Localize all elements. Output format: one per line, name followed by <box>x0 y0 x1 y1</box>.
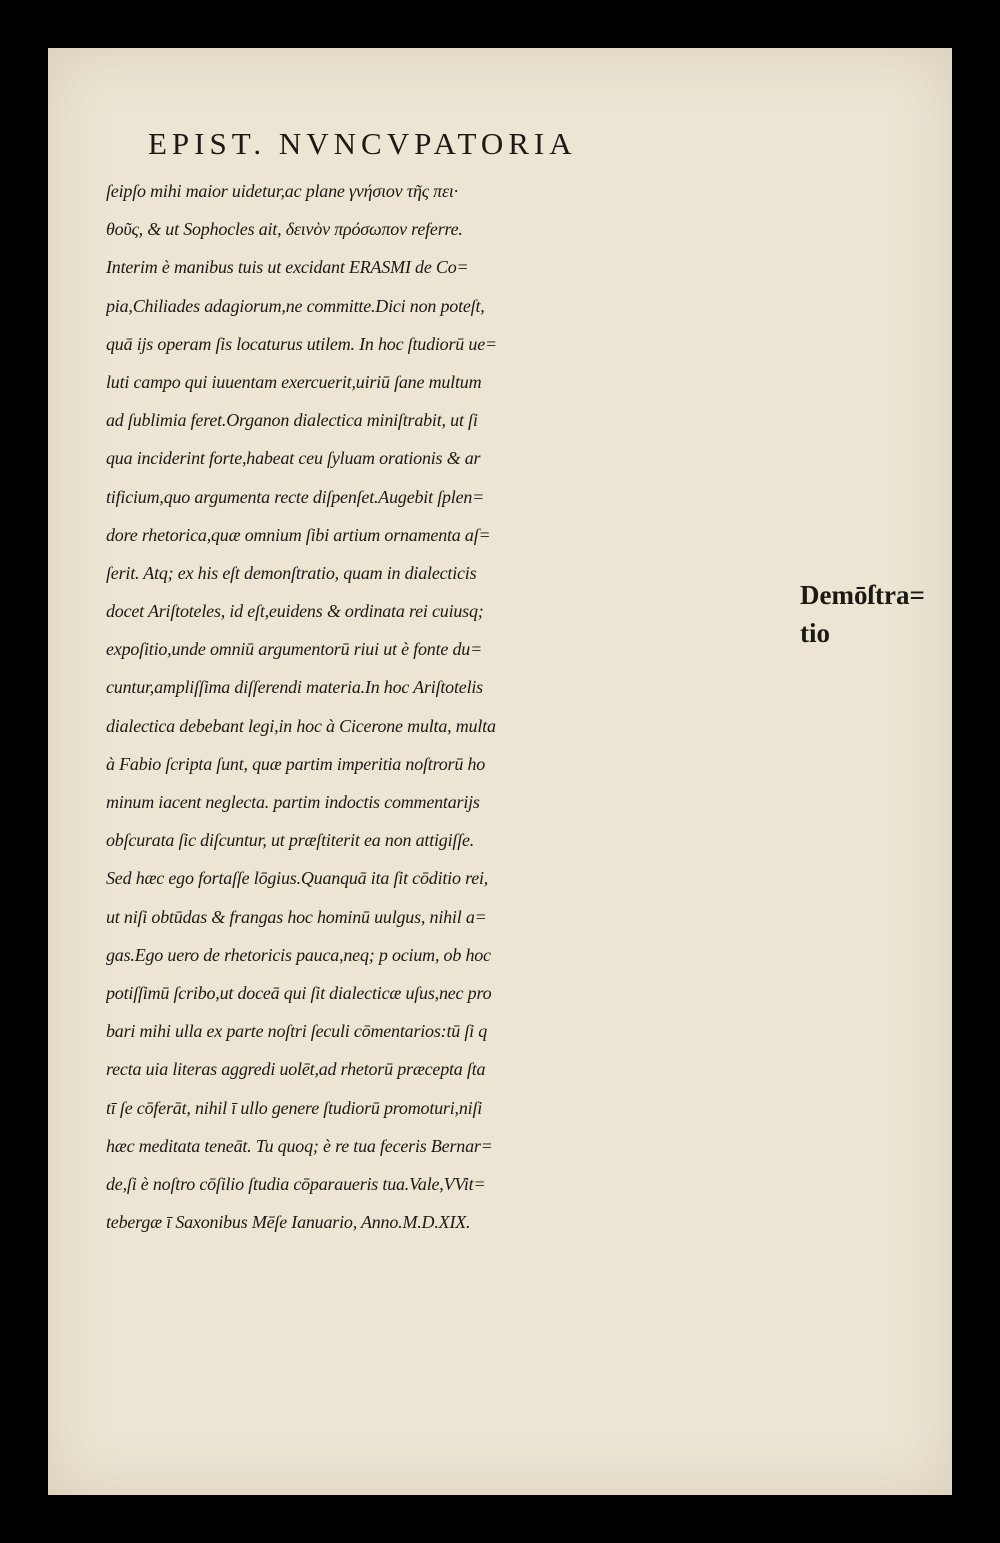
text-block <box>106 172 826 1241</box>
text-line: bari mihi ulla ex parte noſtri ſeculi cōmentarios:tū ſi q <box>106 1021 488 1042</box>
text-line: ut niſi obtūdas & frangas hoc hominū uulgus, nihil a= <box>106 906 487 927</box>
text-line: hæc meditata teneāt. Tu quoq; è re tua feceris Bernar= <box>106 1135 493 1156</box>
text-line: dore rhetorica,quæ omnium ſibi artium ornamenta aſ= <box>106 524 491 545</box>
book-page <box>48 48 952 1495</box>
margin-note-line: tio <box>800 618 830 648</box>
text-line: à Fabio ſcripta ſunt, quæ partim imperitia noſtrorū ho <box>106 753 486 774</box>
text-line: luti campo qui iuuentam exercuerit,uiriū ſane multum <box>106 371 482 392</box>
text-line: quā ijs operam ſis locaturus utilem. In hoc ſtudiorū ue= <box>106 333 497 354</box>
margin-note-line: Demōſtra= <box>800 580 925 610</box>
margin-note <box>800 576 940 652</box>
text-line: recta uia literas aggredi uolēt,ad rhetorū præcepta ſta <box>106 1059 486 1080</box>
text-line: ſerit. Atq; ex his eſt demonſtratio, quam in dialecticis <box>106 562 477 583</box>
text-line: qua inciderint forte,habeat ceu ſyluam orationis & ar <box>106 448 481 469</box>
text-line: cuntur,ampliſſima diſſerendi materia.In hoc Ariſtotelis <box>106 677 483 698</box>
text-line: Interim è manibus tuis ut excidant ERASMI de Co= <box>106 257 469 278</box>
text-line: potiſſimū ſcribo,ut doceā qui ſit dialecticæ uſus,nec pro <box>106 982 492 1003</box>
text-line: pia,Chiliades adagiorum,ne committe.Dici non poteſt, <box>106 295 485 316</box>
text-line: de,ſi è noſtro cōſilio ſtudia cōparaueris tua.Vale,VVit= <box>106 1173 486 1194</box>
text-line: tebergæ ī Saxonibus Mēſe Ianuario, Anno.M.D.XIX. <box>106 1212 471 1233</box>
text-line: expoſitio,unde omniū argumentorū riui ut è fonte du= <box>106 639 483 660</box>
text-line: ad ſublimia feret.Organon dialectica miniſtrabit, ut ſi <box>106 410 478 431</box>
text-line: gas.Ego uero de rhetoricis pauca,neq; p ocium, ob hoc <box>106 944 491 965</box>
text-line: obſcurata ſic diſcuntur, ut præſtiterit ea non attigiſſe. <box>106 830 475 851</box>
text-line: ſeipſo mihi maior uidetur,ac plane γνήσιον τῆς πει· <box>106 181 458 201</box>
text-line: dialectica debebant legi,in hoc à Cicerone multa, multa <box>106 715 496 736</box>
text-line: docet Ariſtoteles, id eſt,euidens & ordinata rei cuiusq; <box>106 601 484 622</box>
running-head: EPIST. NVNCVPATORIA <box>148 126 577 161</box>
text-line: Sed hæc ego fortaſſe lōgius.Quanquā ita ſit cōditio rei, <box>106 868 489 889</box>
text-line: tificium,quo argumenta recte diſpenſet.Augebit ſplen= <box>106 486 485 507</box>
text-line: minum iacent neglecta. partim indoctis commentarijs <box>106 792 480 812</box>
text-line: θοῦς, & ut Sophocles ait, δεινὸν πρόσωπον referre. <box>106 219 463 240</box>
text-line: tī ſe cōferāt, nihil ī ullo genere ſtudiorū promoturi,niſi <box>106 1097 483 1118</box>
